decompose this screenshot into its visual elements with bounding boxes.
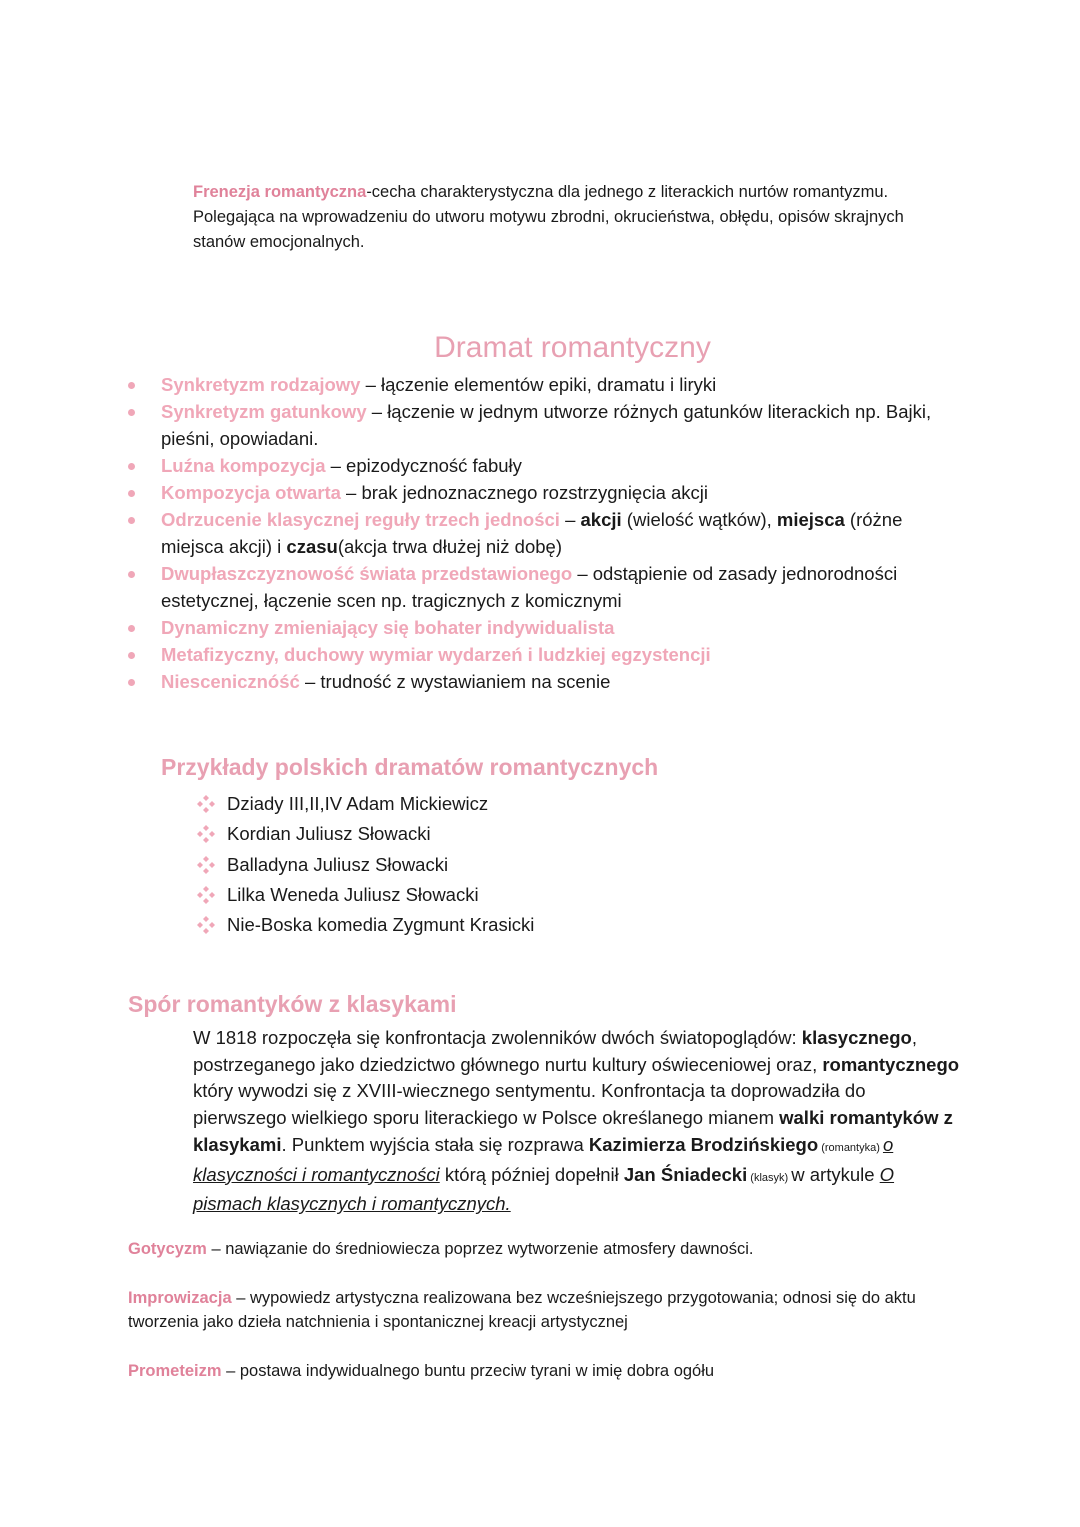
feature-term: Dwupłaszczyznowość świata przedstawionego bbox=[161, 563, 573, 584]
feature-item bbox=[128, 641, 958, 668]
feature-term: Niescenicznóść bbox=[161, 671, 300, 692]
definition-gotycyzm bbox=[128, 1237, 968, 1261]
diamond-bullet-icon bbox=[197, 825, 215, 843]
example-text: Lilka Weneda Juliusz Słowacki bbox=[227, 883, 479, 905]
feature-item bbox=[128, 614, 958, 641]
feature-item bbox=[128, 668, 958, 695]
unity-miejsca: miejsca bbox=[776, 509, 845, 530]
feature-term: Dynamiczny zmieniający się bohater indywidualista bbox=[161, 617, 615, 638]
bullet-icon bbox=[128, 382, 135, 389]
definition-prometeizm bbox=[128, 1359, 968, 1383]
feature-item bbox=[128, 560, 958, 614]
bullet-icon bbox=[128, 409, 135, 416]
feature-term: Kompozycja otwarta bbox=[161, 482, 341, 503]
feature-term: Synkretyzm gatunkowy bbox=[161, 401, 367, 422]
spor-bold: walki romantyków z klasykami bbox=[193, 1107, 953, 1155]
definition-text: – postawa indywidualnego buntu przeciw tyrani w imię dobra ogółu bbox=[221, 1362, 715, 1380]
feature-term: Metafizyczny, duchowy wymiar wydarzeń i ludzkiej egzystencji bbox=[161, 644, 711, 665]
example-item bbox=[195, 819, 534, 849]
diamond-bullet-icon bbox=[197, 856, 215, 874]
spor-text: , postrzeganego jako dziedzictwo głównego nurtu kultury oświeceniowej oraz, bbox=[193, 1027, 917, 1075]
feature-text: – epizodyczność fabuły bbox=[325, 455, 522, 476]
bullet-icon bbox=[128, 517, 135, 524]
spor-heading: Spór romantyków z klasykami bbox=[128, 991, 457, 1017]
example-item bbox=[195, 789, 534, 819]
definition-text: – nawiązanie do średniowiecza poprzez wytworzenie atmosfery dawności. bbox=[206, 1240, 754, 1258]
feature-text: – łączenie w jednym utworze różnych gatunków literackich np. Bajki, pieśni, opowiadani. bbox=[161, 401, 932, 449]
spor-work-title: o klasyczności i romantyczności bbox=[193, 1133, 894, 1185]
bullet-icon bbox=[128, 679, 135, 686]
unity-czasu: czasu bbox=[286, 536, 338, 557]
spor-text: którą później dopełnił bbox=[439, 1163, 624, 1185]
bullet-icon bbox=[128, 571, 135, 578]
unity-miejsca-note: (różne miejsca akcji) i bbox=[161, 509, 903, 557]
example-text: Kordian Juliusz Słowacki bbox=[227, 823, 431, 845]
unity-akcji: akcji bbox=[580, 509, 622, 530]
definition-improwizacja bbox=[128, 1286, 968, 1334]
examples-heading: Przykłady polskich dramatów romantycznych bbox=[161, 754, 659, 780]
bullet-icon bbox=[128, 625, 135, 632]
feature-term: Odrzucenie klasycznej reguły trzech jedności bbox=[161, 509, 560, 530]
spor-text: w artykule bbox=[791, 1163, 880, 1185]
feature-text: – brak jednoznacznego rozstrzygnięcia akcji bbox=[340, 482, 709, 503]
spor-bold: Jan Śniadecki bbox=[623, 1163, 748, 1185]
feature-item bbox=[128, 479, 958, 506]
spor-text: który wywodzi się z XVIII-wiecznego sentymentu. Konfrontacja ta doprowadziła do pierwszego wielkiego sporu literackiego w Polsce określanego mianem bbox=[193, 1080, 866, 1129]
feature-term: Synkretyzm rodzajowy bbox=[161, 374, 361, 395]
example-text: Nie-Boska komedia Zygmunt Krasicki bbox=[227, 914, 535, 936]
definition-term: Improwizacja bbox=[128, 1289, 232, 1307]
spor-paragraph bbox=[193, 1025, 963, 1218]
definition-term: Gotycyzm bbox=[128, 1240, 207, 1258]
bullet-icon bbox=[128, 652, 135, 659]
spor-text: . Punktem wyjścia stała się rozprawa bbox=[281, 1133, 589, 1155]
unity-czasu-note: (akcja trwa dłużej niż dobę) bbox=[337, 536, 563, 557]
spor-text: W 1818 rozpoczęła się konfrontacja zwolenników dwóch światopoglądów: bbox=[193, 1027, 802, 1048]
intro-paragraph bbox=[193, 180, 913, 255]
bullet-icon bbox=[128, 463, 135, 470]
feature-item bbox=[128, 371, 958, 398]
spor-bold: Kazimierza Brodzińskiego bbox=[588, 1133, 819, 1155]
feature-item bbox=[128, 506, 958, 560]
intro-text: -cecha charakterystyczna dla jednego z literackich nurtów romantyzmu. Polegająca na wprowadzeniu do utworu motywu zbrodni, okrucieństwa, obłędu, opisów skrajnych stanów emocjonalnych. bbox=[193, 183, 904, 251]
spor-bold: romantycznego bbox=[822, 1053, 960, 1075]
feature-text: – trudność z wystawianiem na scenie bbox=[299, 671, 611, 692]
example-text: Dziady III,II,IV Adam Mickiewicz bbox=[227, 793, 489, 814]
diamond-bullet-icon bbox=[197, 886, 215, 904]
example-item bbox=[195, 850, 534, 880]
intro-term: Frenezja romantyczna bbox=[193, 183, 367, 201]
example-text: Balladyna Juliusz Słowacki bbox=[227, 853, 449, 875]
spor-bold: klasycznego bbox=[801, 1027, 912, 1048]
drama-heading: Dramat romantyczny bbox=[434, 331, 711, 364]
bullet-icon bbox=[128, 490, 135, 497]
feature-text: – odstąpienie od zasady jednorodności estetycznej, łączenie scen np. tragicznych z komicznymi bbox=[161, 563, 898, 611]
diamond-bullet-icon bbox=[197, 795, 215, 813]
unity-dash: – bbox=[559, 509, 581, 530]
definition-term: Prometeizm bbox=[128, 1362, 222, 1380]
spor-note: (klasyk) bbox=[747, 1171, 792, 1184]
spor-note: (romantyka) bbox=[818, 1141, 883, 1154]
unity-akcji-note: (wielość wątków), bbox=[621, 509, 777, 530]
definition-text: – wypowiedz artystyczna realizowana bez wcześniejszego przygotowania; odnosi się do aktu tworzenia jako dzieła natchnienia i spontanicznej kreacji artystycznej bbox=[128, 1289, 916, 1331]
feature-term: Luźna kompozycja bbox=[161, 455, 326, 476]
spor-work-title: O pismach klasycznych i romantycznych. bbox=[193, 1163, 895, 1215]
feature-item bbox=[128, 452, 958, 479]
examples-list bbox=[195, 789, 534, 940]
example-item bbox=[195, 880, 534, 910]
drama-features-list bbox=[128, 371, 958, 695]
feature-item bbox=[128, 398, 958, 452]
diamond-bullet-icon bbox=[197, 916, 215, 934]
example-item bbox=[195, 910, 534, 940]
feature-text: – łączenie elementów epiki, dramatu i liryki bbox=[360, 374, 717, 395]
